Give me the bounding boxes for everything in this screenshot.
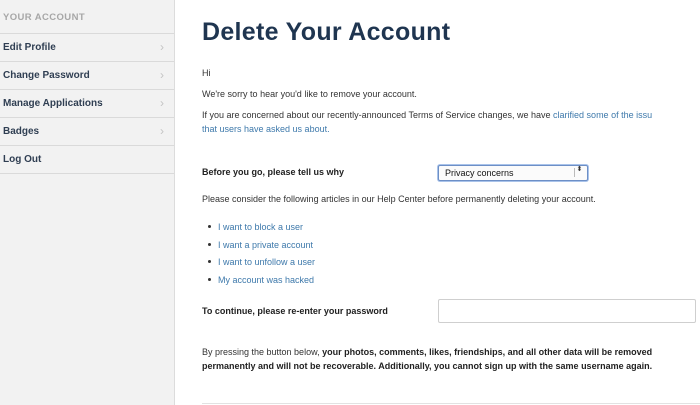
password-label: To continue, please re-enter your password — [202, 306, 388, 316]
sidebar-item-label: Badges — [3, 126, 40, 137]
sidebar-item-label: Edit Profile — [3, 42, 56, 53]
chevron-right-icon: › — [160, 96, 164, 110]
sidebar-item-badges[interactable] — [0, 118, 174, 146]
main-content — [202, 0, 700, 405]
tos-link-continued[interactable]: that users have asked us about. — [202, 124, 330, 134]
sidebar-item-label: Change Password — [3, 70, 90, 81]
tos-text: If you are concerned about our recently-announced Terms of Service changes, we have — [202, 110, 554, 120]
help-link-unfollow-user[interactable]: I want to unfollow a user — [218, 257, 316, 267]
sidebar-header: YOUR ACCOUNT — [0, 0, 174, 34]
help-link-private-account[interactable]: I want a private account — [218, 239, 314, 250]
sidebar-item-log-out[interactable] — [0, 146, 174, 174]
sidebar-item-edit-profile[interactable] — [0, 34, 174, 62]
updown-arrow-icon: ⬍ — [574, 168, 584, 177]
password-field[interactable] — [438, 299, 696, 323]
bullet-icon — [208, 278, 211, 281]
list-item — [208, 256, 315, 274]
list-item — [208, 221, 315, 239]
sidebar-item-manage-applications[interactable] — [0, 90, 174, 118]
tos-link[interactable]: clarified some of the issu — [553, 110, 653, 120]
warning-prefix: By pressing the button below, — [202, 347, 323, 357]
page-title: Delete Your Account — [202, 18, 451, 46]
bullet-icon — [208, 243, 211, 246]
sidebar — [0, 0, 175, 405]
warning-bold-text-continued: permanently and will not be recoverable. Additionally, you cannot sign up with the same username again. — [202, 361, 653, 371]
sidebar-item-label: Manage Applications — [3, 98, 103, 109]
bullet-icon — [208, 225, 211, 228]
chevron-right-icon: › — [160, 124, 164, 138]
help-link-account-hacked[interactable]: My account was hacked — [218, 274, 315, 285]
reason-label: Before you go, please tell us why — [202, 167, 345, 177]
bullet-icon — [208, 260, 211, 263]
sidebar-item-change-password[interactable] — [0, 62, 174, 90]
chevron-right-icon: › — [160, 68, 164, 82]
tos-paragraph — [202, 109, 652, 122]
tos-paragraph-continued — [202, 123, 330, 136]
sorry-text: We're sorry to hear you'd like to remove your account. — [202, 89, 417, 99]
reason-select[interactable] — [438, 165, 588, 181]
greeting-text: Hi — [202, 68, 211, 78]
help-link-block-user[interactable]: I want to block a user — [218, 222, 304, 232]
list-item — [208, 239, 315, 257]
reason-select-value: Privacy concerns — [445, 168, 514, 178]
sidebar-item-label: Log Out — [3, 154, 42, 165]
list-item — [208, 274, 315, 292]
help-text: Please consider the following articles in our Help Center before permanently deleting your account. — [202, 194, 596, 204]
divider — [202, 403, 700, 404]
warning-paragraph — [202, 346, 652, 359]
chevron-right-icon: › — [160, 40, 164, 54]
help-links-list — [208, 221, 315, 291]
warning-bold-text: your photos, comments, likes, friendships, and all other data will be removed — [322, 347, 653, 357]
